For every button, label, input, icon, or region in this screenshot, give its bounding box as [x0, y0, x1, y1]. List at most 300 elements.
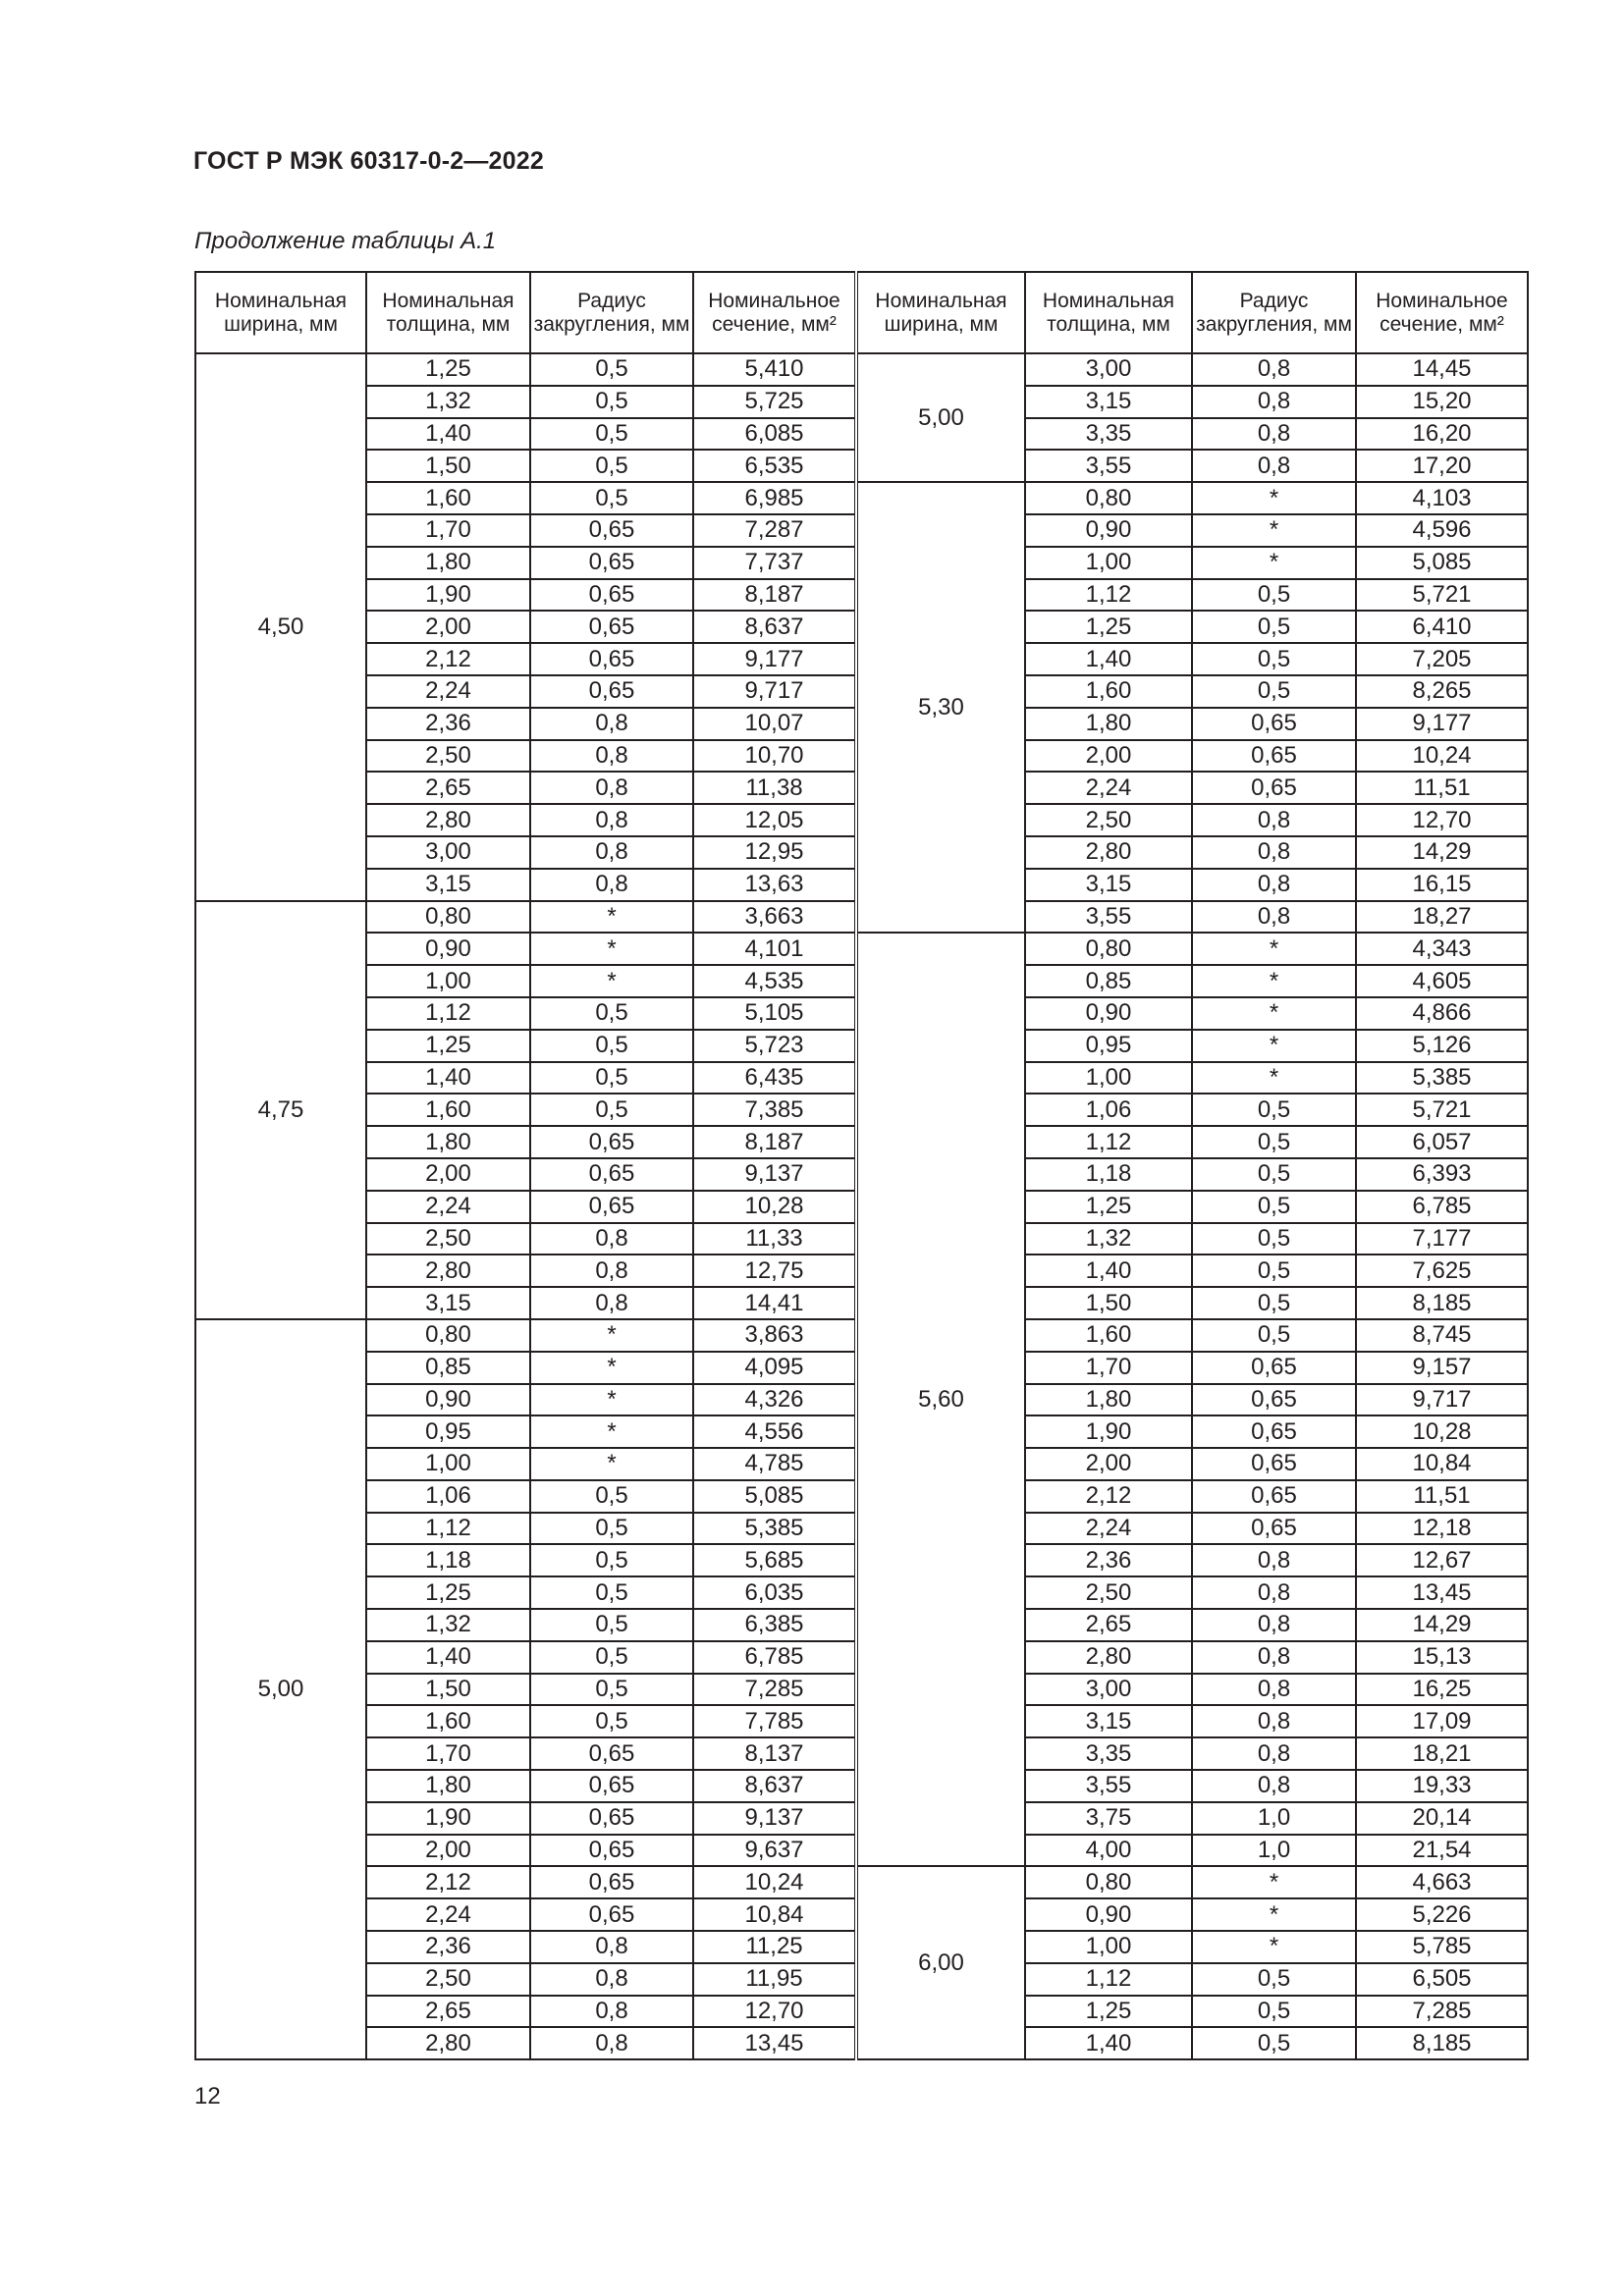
thickness-cell: 1,00: [1025, 1931, 1192, 1963]
thickness-cell: 2,24: [1025, 1513, 1192, 1545]
thickness-cell: 2,12: [366, 1866, 530, 1898]
thickness-cell: 2,24: [1025, 772, 1192, 804]
section-cell: 4,866: [1356, 997, 1528, 1030]
radius-cell: 0,5: [530, 418, 693, 451]
radius-cell: *: [1192, 997, 1356, 1030]
section-cell: 6,785: [1356, 1191, 1528, 1223]
radius-cell: 0,5: [530, 450, 693, 482]
column-header: Номинальное сечение, мм²: [1356, 272, 1528, 353]
radius-cell: *: [1192, 1866, 1356, 1898]
section-cell: 9,177: [1356, 708, 1528, 740]
radius-cell: 0,65: [1192, 1384, 1356, 1416]
radius-cell: 0,5: [1192, 675, 1356, 708]
section-cell: 7,625: [1356, 1255, 1528, 1287]
radius-cell: 0,5: [530, 1030, 693, 1062]
radius-cell: *: [530, 1448, 693, 1480]
thickness-cell: 1,25: [366, 353, 530, 386]
radius-cell: 0,8: [530, 2027, 693, 2059]
section-cell: 10,24: [1356, 740, 1528, 773]
radius-cell: 0,5: [1192, 1191, 1356, 1223]
thickness-cell: 0,90: [1025, 997, 1192, 1030]
section-cell: 4,556: [693, 1415, 856, 1448]
section-cell: 18,27: [1356, 901, 1528, 934]
radius-cell: 0,65: [1192, 1480, 1356, 1513]
thickness-cell: 1,40: [1025, 643, 1192, 675]
thickness-cell: 2,24: [366, 1898, 530, 1931]
section-cell: 6,985: [693, 482, 856, 514]
thickness-cell: 2,50: [1025, 804, 1192, 836]
radius-cell: *: [530, 965, 693, 997]
section-cell: 5,105: [693, 997, 856, 1030]
radius-cell: 0,65: [530, 611, 693, 643]
radius-cell: 0,8: [1192, 901, 1356, 934]
thickness-cell: 3,15: [366, 1287, 530, 1319]
section-cell: 5,385: [693, 1513, 856, 1545]
section-cell: 11,38: [693, 772, 856, 804]
table-row: [195, 1866, 1528, 1898]
column-header: Номинальное сечение, мм²: [693, 272, 856, 353]
radius-cell: 0,65: [1192, 772, 1356, 804]
section-cell: 12,18: [1356, 1513, 1528, 1545]
radius-cell: 0,8: [530, 804, 693, 836]
thickness-cell: 1,25: [366, 1576, 530, 1609]
radius-cell: 0,8: [1192, 869, 1356, 901]
section-cell: 5,685: [693, 1544, 856, 1576]
section-cell: 15,13: [1356, 1641, 1528, 1674]
thickness-cell: 3,00: [1025, 1674, 1192, 1706]
section-cell: 4,326: [693, 1384, 856, 1416]
section-cell: 20,14: [1356, 1802, 1528, 1835]
section-cell: 9,637: [693, 1835, 856, 1867]
radius-cell: 0,65: [530, 675, 693, 708]
section-cell: 16,15: [1356, 869, 1528, 901]
radius-cell: 0,65: [1192, 740, 1356, 773]
radius-cell: 0,8: [1192, 1674, 1356, 1706]
thickness-cell: 0,90: [1025, 514, 1192, 547]
thickness-cell: 2,36: [366, 1931, 530, 1963]
section-cell: 4,103: [1356, 482, 1528, 514]
radius-cell: 0,8: [1192, 1576, 1356, 1609]
thickness-cell: 1,50: [366, 450, 530, 482]
section-cell: 11,95: [693, 1963, 856, 1996]
radius-cell: 0,8: [1192, 1770, 1356, 1802]
radius-cell: 0,8: [530, 869, 693, 901]
radius-cell: 0,5: [1192, 1094, 1356, 1126]
section-cell: 8,185: [1356, 2027, 1528, 2059]
thickness-cell: 1,25: [366, 1030, 530, 1062]
thickness-cell: 1,40: [1025, 1255, 1192, 1287]
radius-cell: 0,65: [530, 1191, 693, 1223]
thickness-cell: 1,60: [366, 482, 530, 514]
thickness-cell: 2,65: [366, 1996, 530, 2028]
section-cell: 17,09: [1356, 1705, 1528, 1737]
section-cell: 7,785: [693, 1705, 856, 1737]
section-cell: 21,54: [1356, 1835, 1528, 1867]
thickness-cell: 2,50: [366, 1223, 530, 1255]
section-cell: 11,25: [693, 1931, 856, 1963]
thickness-cell: 1,60: [1025, 675, 1192, 708]
thickness-cell: 1,18: [1025, 1158, 1192, 1191]
thickness-cell: 1,60: [1025, 1319, 1192, 1352]
thickness-cell: 4,00: [1025, 1835, 1192, 1867]
radius-cell: 0,5: [1192, 611, 1356, 643]
thickness-cell: 1,25: [1025, 611, 1192, 643]
thickness-cell: 1,50: [366, 1674, 530, 1706]
radius-cell: 0,65: [1192, 708, 1356, 740]
thickness-cell: 1,90: [366, 579, 530, 612]
thickness-cell: 2,80: [1025, 836, 1192, 869]
section-cell: 3,663: [693, 901, 856, 934]
radius-cell: 0,65: [530, 1835, 693, 1867]
section-cell: 9,157: [1356, 1352, 1528, 1384]
thickness-cell: 0,90: [1025, 1898, 1192, 1931]
section-cell: 6,393: [1356, 1158, 1528, 1191]
radius-cell: 0,5: [1192, 1126, 1356, 1158]
section-cell: 9,137: [693, 1158, 856, 1191]
table-row: [195, 933, 1528, 965]
thickness-cell: 2,00: [366, 611, 530, 643]
section-cell: 6,035: [693, 1576, 856, 1609]
thickness-cell: 1,32: [1025, 1223, 1192, 1255]
section-cell: 4,596: [1356, 514, 1528, 547]
radius-cell: 0,5: [530, 1641, 693, 1674]
thickness-cell: 1,06: [366, 1480, 530, 1513]
thickness-cell: 2,80: [366, 1255, 530, 1287]
thickness-cell: 3,55: [1025, 1770, 1192, 1802]
section-cell: 5,385: [1356, 1062, 1528, 1095]
thickness-cell: 3,00: [1025, 353, 1192, 386]
radius-cell: *: [1192, 1030, 1356, 1062]
section-cell: 8,637: [693, 611, 856, 643]
section-cell: 11,51: [1356, 1480, 1528, 1513]
section-cell: 13,45: [693, 2027, 856, 2059]
section-cell: 19,33: [1356, 1770, 1528, 1802]
section-cell: 13,63: [693, 869, 856, 901]
thickness-cell: 0,95: [1025, 1030, 1192, 1062]
thickness-cell: 1,12: [1025, 579, 1192, 612]
section-cell: 7,285: [1356, 1996, 1528, 2028]
radius-cell: *: [530, 1415, 693, 1448]
thickness-cell: 0,85: [366, 1352, 530, 1384]
radius-cell: 0,65: [530, 1737, 693, 1770]
radius-cell: 0,8: [530, 1255, 693, 1287]
section-cell: 14,29: [1356, 836, 1528, 869]
radius-cell: 0,8: [530, 1223, 693, 1255]
section-cell: 6,385: [693, 1609, 856, 1641]
radius-cell: 0,5: [1192, 1319, 1356, 1352]
section-cell: 5,785: [1356, 1931, 1528, 1963]
radius-cell: 0,8: [530, 740, 693, 773]
radius-cell: 0,5: [1192, 1255, 1356, 1287]
radius-cell: *: [1192, 933, 1356, 965]
column-header: Номинальная ширина, мм: [856, 272, 1025, 353]
section-cell: 10,84: [1356, 1448, 1528, 1480]
thickness-cell: 3,15: [1025, 386, 1192, 418]
section-cell: 5,723: [693, 1030, 856, 1062]
section-cell: 4,785: [693, 1448, 856, 1480]
table-header-row: [195, 272, 1528, 353]
section-cell: 5,721: [1356, 1094, 1528, 1126]
thickness-cell: 1,00: [1025, 1062, 1192, 1095]
radius-cell: 0,5: [530, 1544, 693, 1576]
radius-cell: 0,8: [1192, 804, 1356, 836]
thickness-cell: 1,60: [366, 1094, 530, 1126]
radius-cell: 0,5: [1192, 1223, 1356, 1255]
thickness-cell: 0,90: [366, 933, 530, 965]
section-cell: 6,410: [1356, 611, 1528, 643]
radius-cell: *: [1192, 1062, 1356, 1095]
radius-cell: 0,5: [530, 353, 693, 386]
section-cell: 12,95: [693, 836, 856, 869]
section-cell: 4,095: [693, 1352, 856, 1384]
thickness-cell: 1,00: [366, 1448, 530, 1480]
section-cell: 6,785: [693, 1641, 856, 1674]
thickness-cell: 1,80: [1025, 1384, 1192, 1416]
radius-cell: 0,8: [1192, 1544, 1356, 1576]
section-cell: 10,84: [693, 1898, 856, 1931]
width-cell: 5,60: [856, 933, 1025, 1866]
thickness-cell: 3,35: [1025, 418, 1192, 451]
thickness-cell: 0,90: [366, 1384, 530, 1416]
thickness-cell: 2,50: [366, 1963, 530, 1996]
thickness-cell: 2,00: [1025, 740, 1192, 773]
thickness-cell: 0,80: [1025, 933, 1192, 965]
thickness-cell: 1,50: [1025, 1287, 1192, 1319]
section-cell: 10,24: [693, 1866, 856, 1898]
section-cell: 6,435: [693, 1062, 856, 1095]
thickness-cell: 1,90: [1025, 1415, 1192, 1448]
section-cell: 6,057: [1356, 1126, 1528, 1158]
thickness-cell: 2,80: [1025, 1641, 1192, 1674]
radius-cell: *: [530, 1384, 693, 1416]
section-cell: 17,20: [1356, 450, 1528, 482]
section-cell: 5,126: [1356, 1030, 1528, 1062]
dimensions-table: [194, 271, 1529, 2060]
thickness-cell: 1,70: [366, 1737, 530, 1770]
document-header: ГОСТ Р МЭК 60317-0-2—2022: [193, 147, 544, 175]
radius-cell: 0,5: [530, 1609, 693, 1641]
radius-cell: 0,8: [1192, 418, 1356, 451]
radius-cell: 0,5: [530, 1094, 693, 1126]
thickness-cell: 1,12: [1025, 1963, 1192, 1996]
radius-cell: *: [1192, 965, 1356, 997]
radius-cell: *: [1192, 1931, 1356, 1963]
section-cell: 9,717: [693, 675, 856, 708]
radius-cell: 0,8: [530, 1996, 693, 2028]
radius-cell: 0,65: [530, 547, 693, 579]
thickness-cell: 2,50: [366, 740, 530, 773]
radius-cell: 0,65: [530, 1866, 693, 1898]
section-cell: 7,177: [1356, 1223, 1528, 1255]
radius-cell: 0,8: [530, 1963, 693, 1996]
radius-cell: 0,8: [1192, 353, 1356, 386]
section-cell: 9,137: [693, 1802, 856, 1835]
thickness-cell: 1,40: [1025, 2027, 1192, 2059]
section-cell: 12,05: [693, 804, 856, 836]
radius-cell: 0,8: [1192, 836, 1356, 869]
radius-cell: 0,65: [530, 1898, 693, 1931]
column-header: Номинальная толщина, мм: [366, 272, 530, 353]
section-cell: 9,177: [693, 643, 856, 675]
section-cell: 5,085: [1356, 547, 1528, 579]
thickness-cell: 0,85: [1025, 965, 1192, 997]
section-cell: 7,205: [1356, 643, 1528, 675]
section-cell: 3,863: [693, 1319, 856, 1352]
thickness-cell: 3,75: [1025, 1802, 1192, 1835]
radius-cell: 1,0: [1192, 1835, 1356, 1867]
table-row: [195, 482, 1528, 514]
thickness-cell: 1,60: [366, 1705, 530, 1737]
thickness-cell: 2,24: [366, 1191, 530, 1223]
thickness-cell: 1,80: [366, 1126, 530, 1158]
thickness-cell: 3,15: [1025, 1705, 1192, 1737]
thickness-cell: 1,18: [366, 1544, 530, 1576]
thickness-cell: 3,15: [1025, 869, 1192, 901]
radius-cell: 0,5: [530, 1062, 693, 1095]
thickness-cell: 1,12: [366, 1513, 530, 1545]
section-cell: 5,725: [693, 386, 856, 418]
thickness-cell: 2,36: [366, 708, 530, 740]
thickness-cell: 2,65: [1025, 1609, 1192, 1641]
section-cell: 10,07: [693, 708, 856, 740]
radius-cell: 0,65: [530, 643, 693, 675]
radius-cell: 0,65: [530, 1158, 693, 1191]
thickness-cell: 1,06: [1025, 1094, 1192, 1126]
thickness-cell: 3,15: [366, 869, 530, 901]
section-cell: 14,29: [1356, 1609, 1528, 1641]
table-body: [195, 353, 1528, 2059]
radius-cell: 0,5: [1192, 2027, 1356, 2059]
width-cell: 6,00: [856, 1866, 1025, 2059]
radius-cell: 0,5: [1192, 643, 1356, 675]
section-cell: 6,535: [693, 450, 856, 482]
radius-cell: 0,5: [530, 1674, 693, 1706]
section-cell: 7,285: [693, 1674, 856, 1706]
thickness-cell: 1,40: [366, 1062, 530, 1095]
thickness-cell: 1,80: [366, 1770, 530, 1802]
radius-cell: 0,8: [1192, 386, 1356, 418]
thickness-cell: 0,80: [1025, 1866, 1192, 1898]
thickness-cell: 2,80: [366, 2027, 530, 2059]
section-cell: 5,721: [1356, 579, 1528, 612]
section-cell: 6,505: [1356, 1963, 1528, 1996]
section-cell: 4,663: [1356, 1866, 1528, 1898]
section-cell: 13,45: [1356, 1576, 1528, 1609]
radius-cell: 0,8: [530, 836, 693, 869]
radius-cell: 0,65: [1192, 1415, 1356, 1448]
width-cell: 5,00: [195, 1319, 366, 2059]
radius-cell: 0,5: [530, 1480, 693, 1513]
thickness-cell: 3,00: [366, 836, 530, 869]
radius-cell: 0,8: [1192, 1609, 1356, 1641]
thickness-cell: 1,80: [366, 547, 530, 579]
radius-cell: 0,65: [530, 1802, 693, 1835]
thickness-cell: 0,80: [366, 901, 530, 934]
section-cell: 8,187: [693, 579, 856, 612]
section-cell: 12,75: [693, 1255, 856, 1287]
radius-cell: 0,5: [530, 1705, 693, 1737]
thickness-cell: 2,36: [1025, 1544, 1192, 1576]
radius-cell: *: [1192, 1898, 1356, 1931]
thickness-cell: 3,55: [1025, 901, 1192, 934]
section-cell: 4,343: [1356, 933, 1528, 965]
radius-cell: 0,65: [1192, 1352, 1356, 1384]
radius-cell: 0,8: [530, 708, 693, 740]
section-cell: 7,385: [693, 1094, 856, 1126]
thickness-cell: 1,80: [1025, 708, 1192, 740]
section-cell: 10,70: [693, 740, 856, 773]
thickness-cell: 1,32: [366, 1609, 530, 1641]
thickness-cell: 2,12: [366, 643, 530, 675]
thickness-cell: 3,35: [1025, 1737, 1192, 1770]
radius-cell: 0,5: [1192, 1963, 1356, 1996]
thickness-cell: 1,40: [366, 418, 530, 451]
radius-cell: *: [530, 933, 693, 965]
section-cell: 12,70: [1356, 804, 1528, 836]
section-cell: 11,33: [693, 1223, 856, 1255]
section-cell: 9,717: [1356, 1384, 1528, 1416]
radius-cell: 0,65: [1192, 1513, 1356, 1545]
radius-cell: 0,5: [1192, 1158, 1356, 1191]
column-header: Номинальная толщина, мм: [1025, 272, 1192, 353]
column-header: Номинальная ширина, мм: [195, 272, 366, 353]
thickness-cell: 2,00: [1025, 1448, 1192, 1480]
thickness-cell: 1,00: [1025, 547, 1192, 579]
thickness-cell: 1,90: [366, 1802, 530, 1835]
width-cell: 5,30: [856, 482, 1025, 933]
thickness-cell: 2,00: [366, 1835, 530, 1867]
section-cell: 10,28: [1356, 1415, 1528, 1448]
radius-cell: *: [530, 1319, 693, 1352]
thickness-cell: 2,65: [366, 772, 530, 804]
section-cell: 12,70: [693, 1996, 856, 2028]
section-cell: 16,25: [1356, 1674, 1528, 1706]
radius-cell: 0,5: [530, 1576, 693, 1609]
thickness-cell: 3,55: [1025, 450, 1192, 482]
radius-cell: 0,8: [1192, 1641, 1356, 1674]
radius-cell: 0,5: [530, 997, 693, 1030]
radius-cell: 0,65: [530, 1770, 693, 1802]
page-number: 12: [194, 2083, 221, 2109]
thickness-cell: 2,24: [366, 675, 530, 708]
thickness-cell: 0,80: [1025, 482, 1192, 514]
radius-cell: 0,8: [1192, 1737, 1356, 1770]
section-cell: 8,187: [693, 1126, 856, 1158]
thickness-cell: 2,80: [366, 804, 530, 836]
radius-cell: 0,5: [530, 386, 693, 418]
column-header: Радиус закругления, мм: [1192, 272, 1356, 353]
radius-cell: *: [1192, 547, 1356, 579]
section-cell: 14,41: [693, 1287, 856, 1319]
section-cell: 7,737: [693, 547, 856, 579]
thickness-cell: 1,25: [1025, 1191, 1192, 1223]
radius-cell: 0,65: [530, 579, 693, 612]
section-cell: 5,085: [693, 1480, 856, 1513]
width-cell: 5,00: [856, 353, 1025, 482]
radius-cell: 0,8: [1192, 450, 1356, 482]
radius-cell: 0,8: [530, 1287, 693, 1319]
section-cell: 4,605: [1356, 965, 1528, 997]
section-cell: 16,20: [1356, 418, 1528, 451]
radius-cell: 0,5: [530, 1513, 693, 1545]
section-cell: 8,185: [1356, 1287, 1528, 1319]
section-cell: 4,101: [693, 933, 856, 965]
section-cell: 8,265: [1356, 675, 1528, 708]
radius-cell: 0,5: [1192, 1996, 1356, 2028]
radius-cell: 0,65: [530, 1126, 693, 1158]
column-header: Радиус закругления, мм: [530, 272, 693, 353]
section-cell: 15,20: [1356, 386, 1528, 418]
